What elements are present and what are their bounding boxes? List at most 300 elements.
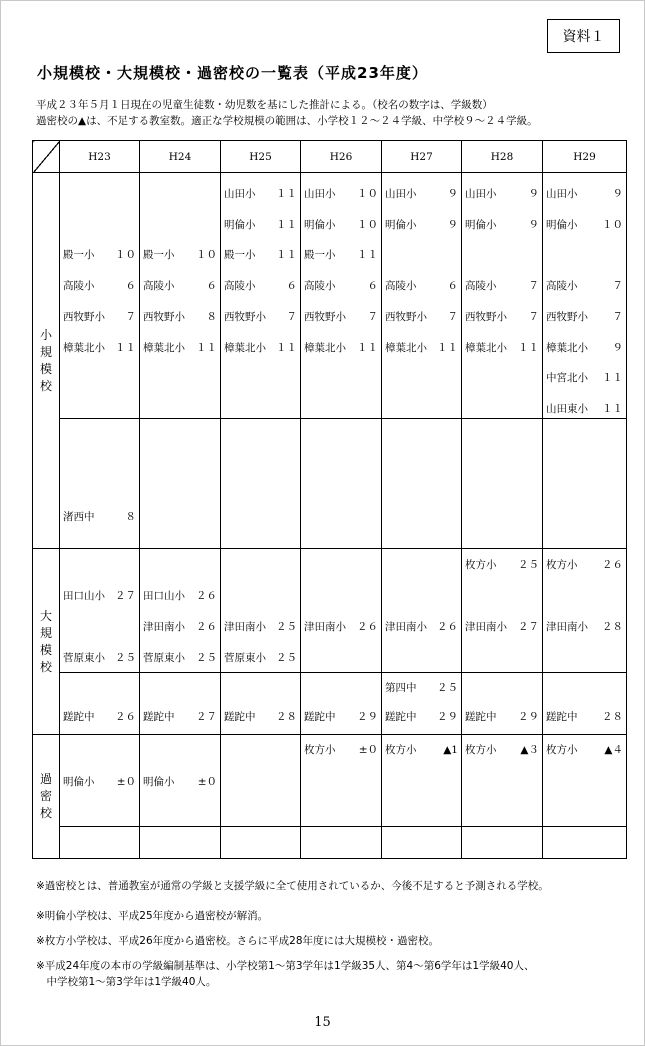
school-name: 田口山小 — [143, 590, 185, 602]
school-entry — [546, 276, 623, 296]
footnote-hirakata: ※枚方小学校は、平成26年度から過密校。さらに平成28年度には大規模校・過密校。 — [36, 935, 440, 947]
school-name: 枚方小 — [465, 559, 497, 571]
class-count: ９ — [528, 188, 539, 200]
cell-content — [140, 673, 220, 734]
vertical-label: 小 規 模 校 — [39, 327, 52, 393]
school-entry — [465, 307, 539, 327]
year-header: H23 — [60, 141, 140, 173]
cell-content — [60, 419, 139, 548]
school-name: 西牧野小 — [63, 310, 105, 323]
school-entry — [63, 276, 136, 296]
table-cell — [462, 827, 543, 859]
school-entry — [304, 338, 378, 358]
class-count: １１ — [518, 341, 539, 354]
class-count: １０ — [196, 249, 217, 262]
year-cell — [140, 735, 221, 827]
school-name: 山田小 — [465, 188, 497, 200]
class-count: ２８ — [276, 711, 297, 723]
table-cell — [382, 827, 462, 859]
year-header: H24 — [140, 141, 221, 173]
year-header: H27 — [382, 141, 462, 173]
school-entry — [224, 648, 297, 668]
class-count: ６ — [206, 280, 217, 293]
cell-content — [301, 419, 381, 548]
school-name: 枚方小 — [546, 744, 578, 756]
table-cell — [140, 827, 221, 859]
cell-content — [382, 735, 461, 826]
small-elementary-row — [33, 173, 627, 419]
school-name: 枚方小 — [546, 559, 578, 571]
school-entry — [224, 245, 297, 265]
school-entry — [465, 338, 539, 358]
class-count: ２７ — [196, 711, 217, 723]
class-count: ８ — [125, 511, 136, 523]
school-name: 明倫小 — [224, 218, 256, 231]
class-count: ２６ — [602, 559, 623, 571]
school-entry — [63, 245, 136, 265]
school-name: 高陵小 — [465, 280, 497, 293]
school-name: 高陵小 — [224, 280, 256, 293]
header-row — [33, 141, 627, 173]
school-name: 蹉跎中 — [224, 711, 256, 723]
class-count: ２６ — [196, 590, 217, 602]
cell-content — [60, 673, 139, 734]
school-name: 津田南小 — [385, 621, 427, 633]
class-count: ６ — [447, 280, 458, 293]
year-cell — [543, 549, 627, 673]
school-name: 枚方小 — [385, 744, 417, 756]
school-name: 樟葉北小 — [546, 341, 588, 354]
class-count: １１ — [437, 341, 458, 354]
class-count: ２９ — [518, 711, 539, 723]
class-count: ２７ — [115, 590, 136, 602]
school-entry — [304, 184, 378, 204]
school-entry — [465, 740, 539, 760]
cell-content — [462, 549, 542, 672]
crowded-elementary-row — [33, 735, 627, 827]
school-name: 蹉跎中 — [304, 711, 336, 723]
class-count: １０ — [357, 218, 378, 231]
year-cell — [462, 549, 543, 673]
school-entry — [63, 507, 136, 527]
class-count: １０ — [357, 188, 378, 200]
school-entry — [224, 307, 297, 327]
class-count: ７ — [447, 310, 458, 323]
class-count: ▲３ — [520, 744, 539, 756]
school-entry — [385, 307, 458, 327]
school-name: 樟葉北小 — [465, 341, 507, 354]
corner-cell — [33, 141, 60, 173]
cell-content — [543, 173, 626, 418]
class-count: １１ — [357, 341, 378, 354]
class-count: ２６ — [357, 621, 378, 633]
cell-content — [140, 173, 220, 418]
school-name: 津田南小 — [224, 621, 266, 633]
small-jhs-row — [33, 419, 627, 549]
school-name: 樟葉北小 — [385, 341, 427, 354]
class-count: ▲1 — [443, 744, 458, 756]
class-count: ７ — [612, 280, 623, 293]
school-entry — [304, 617, 378, 637]
school-name: 樟葉北小 — [304, 341, 346, 354]
school-name: 蹉跎中 — [385, 711, 417, 723]
school-entry — [143, 648, 217, 668]
school-entry — [385, 707, 458, 727]
footnote-class-standard: ※平成24年度の本市の学級編制基準は、小学校第1～第3学年は1学級35人、第4～第6学年は1学級40人、 — [36, 960, 535, 972]
cell-content — [301, 549, 381, 672]
class-count: ２６ — [196, 621, 217, 633]
class-count: ２５ — [518, 559, 539, 571]
year-cell — [221, 549, 301, 673]
school-entry — [63, 707, 136, 727]
cell-content — [60, 735, 139, 826]
cell-content — [543, 419, 626, 548]
cell-content — [543, 735, 626, 826]
class-count: ２８ — [602, 621, 623, 633]
class-count: ６ — [125, 280, 136, 293]
school-entry — [546, 184, 623, 204]
class-count: ±０ — [197, 776, 217, 788]
class-count: ２５ — [276, 652, 297, 664]
school-name: 蹉跎中 — [546, 711, 578, 723]
class-count: ２５ — [276, 621, 297, 633]
school-entry — [465, 707, 539, 727]
cell-content — [462, 735, 542, 826]
class-count: １１ — [276, 341, 297, 354]
school-name: 渚西中 — [63, 511, 95, 523]
class-count: ９ — [447, 218, 458, 231]
school-entry — [385, 678, 458, 698]
year-cell — [140, 173, 221, 419]
cell-content — [382, 673, 461, 734]
year-cell — [221, 173, 301, 419]
class-count: ２５ — [115, 652, 136, 664]
class-count: ２９ — [437, 711, 458, 723]
year-cell — [543, 735, 627, 827]
year-cell — [60, 549, 140, 673]
vertical-label: 大 規 模 校 — [39, 608, 52, 674]
cell-content — [543, 673, 626, 734]
year-cell — [140, 549, 221, 673]
class-count: ±０ — [358, 744, 378, 756]
cell-content — [382, 173, 461, 418]
cell-content — [140, 735, 220, 826]
class-count: １１ — [602, 372, 623, 385]
school-name: 枚方小 — [465, 744, 497, 756]
document-badge: 資料１ — [547, 19, 620, 53]
school-entry — [385, 276, 458, 296]
class-count: ２９ — [357, 711, 378, 723]
school-name: 西牧野小 — [546, 310, 588, 323]
vertical-label: 過 密 校 — [39, 772, 52, 820]
class-count: ±０ — [116, 776, 136, 788]
crowded-jhs-row — [33, 827, 627, 859]
cell-content — [221, 549, 300, 672]
school-name: 樟葉北小 — [143, 341, 185, 354]
year-cell — [382, 673, 462, 735]
footnote-definition: ※過密校とは、普通教室が通常の学級と支援学級に全て使用されているか、今後不足すると予測される学校。 — [36, 880, 549, 892]
year-cell — [382, 549, 462, 673]
school-name: 明倫小 — [465, 218, 497, 231]
school-entry — [546, 307, 623, 327]
school-entry — [63, 338, 136, 358]
class-count: ９ — [612, 188, 623, 200]
cell-content — [60, 173, 139, 418]
year-cell — [382, 173, 462, 419]
school-entry — [546, 707, 623, 727]
cell-content — [462, 673, 542, 734]
school-entry — [143, 707, 217, 727]
year-cell — [60, 419, 140, 549]
school-entry — [63, 586, 136, 606]
year-cell — [462, 173, 543, 419]
year-cell — [462, 673, 543, 735]
school-entry — [63, 307, 136, 327]
table-cell — [60, 827, 140, 859]
class-count: ９ — [447, 188, 458, 200]
year-cell — [462, 735, 543, 827]
class-count: ６ — [286, 280, 297, 293]
year-cell — [382, 735, 462, 827]
school-entry — [465, 555, 539, 575]
year-cell — [301, 419, 382, 549]
year-cell — [543, 673, 627, 735]
school-entry — [224, 707, 297, 727]
school-name: 西牧野小 — [224, 310, 266, 323]
school-name: 津田南小 — [304, 621, 346, 633]
table-cell — [301, 827, 382, 859]
crowded-school-label — [33, 735, 60, 859]
school-name: 明倫小 — [63, 776, 95, 788]
school-name: 高陵小 — [143, 280, 175, 293]
class-count: ８ — [206, 310, 217, 323]
year-header: H29 — [543, 141, 627, 173]
school-name: 津田南小 — [143, 621, 185, 633]
school-entry — [304, 740, 378, 760]
school-name: 殿一小 — [224, 249, 256, 262]
cell-content — [543, 549, 626, 672]
school-name: 殿一小 — [63, 249, 95, 262]
school-name: 西牧野小 — [385, 310, 427, 323]
page-title: 小規模校・大規模校・過密校の一覧表（平成23年度） — [37, 64, 428, 82]
large-elementary-row — [33, 549, 627, 673]
class-count: ２７ — [518, 621, 539, 633]
class-count: １１ — [276, 218, 297, 231]
school-entry — [546, 740, 623, 760]
school-name: 山田小 — [546, 188, 578, 200]
school-entry — [546, 617, 623, 637]
class-count: １１ — [357, 249, 378, 262]
class-count: ２６ — [437, 621, 458, 633]
cell-content — [221, 419, 300, 548]
class-count: ９ — [528, 218, 539, 231]
school-entry — [465, 617, 539, 637]
school-entry — [385, 338, 458, 358]
school-entry — [546, 399, 623, 419]
cell-content — [382, 549, 461, 672]
footnote-class-standard-cont: 中学校第1～第3学年は1学級40人。 — [36, 976, 217, 988]
year-cell — [221, 735, 301, 827]
school-name: 高陵小 — [385, 280, 417, 293]
school-name: 樟葉北小 — [63, 341, 105, 354]
class-count: ７ — [125, 310, 136, 323]
large-jhs-row — [33, 673, 627, 735]
school-entry — [304, 707, 378, 727]
year-cell — [301, 735, 382, 827]
cell-content — [462, 173, 542, 418]
year-cell — [543, 419, 627, 549]
school-entry — [143, 307, 217, 327]
school-entry — [465, 276, 539, 296]
class-count: １０ — [602, 218, 623, 231]
school-entry — [143, 338, 217, 358]
class-count: ２８ — [602, 711, 623, 723]
school-name: 中宮北小 — [546, 372, 588, 385]
school-entry — [465, 215, 539, 235]
school-name: 殿一小 — [143, 249, 175, 262]
table-cell — [221, 827, 301, 859]
year-cell — [60, 735, 140, 827]
class-count: １１ — [276, 249, 297, 262]
cell-content — [301, 673, 381, 734]
school-entry — [304, 245, 378, 265]
school-entry — [224, 215, 297, 235]
school-entry — [385, 740, 458, 760]
school-entry — [143, 245, 217, 265]
cell-content — [221, 673, 300, 734]
school-name: 高陵小 — [546, 280, 578, 293]
school-entry — [546, 338, 623, 358]
school-entry — [385, 617, 458, 637]
school-name: 蹉跎中 — [143, 711, 175, 723]
school-name: 西牧野小 — [304, 310, 346, 323]
school-name: 明倫小 — [385, 218, 417, 231]
school-name: 樟葉北小 — [224, 341, 266, 354]
year-header: H26 — [301, 141, 382, 173]
school-name: 蹉跎中 — [63, 711, 95, 723]
class-count: １１ — [602, 402, 623, 415]
note-definition: 過密校の▲は、不足する教室数。適正な学校規模の範囲は、小学校１２～２４学級、中学校９～２４学級。 — [36, 115, 538, 127]
school-name: 津田南小 — [465, 621, 507, 633]
year-cell — [140, 419, 221, 549]
cell-content — [301, 173, 381, 418]
school-name: 山田東小 — [546, 402, 588, 415]
school-entry — [304, 276, 378, 296]
class-count: ９ — [612, 341, 623, 354]
note-basis: 平成２３年５月１日現在の児童生徒数・幼児数を基にした推計による。（校名の数字は、学級数） — [36, 99, 493, 111]
school-entry — [63, 772, 136, 792]
school-name: 津田南小 — [546, 621, 588, 633]
school-entry — [224, 184, 297, 204]
school-entry — [385, 215, 458, 235]
school-name: 第四中 — [385, 682, 417, 694]
class-count: ７ — [367, 310, 378, 323]
cell-content — [221, 735, 300, 826]
school-entry — [385, 184, 458, 204]
school-name: 枚方小 — [304, 744, 336, 756]
school-name: 蹉跎中 — [465, 711, 497, 723]
school-entry — [546, 555, 623, 575]
cell-content — [301, 735, 381, 826]
footnote-meirin: ※明倫小学校は、平成25年度から過密校が解消。 — [36, 910, 269, 922]
small-school-label — [33, 173, 60, 549]
school-name: 高陵小 — [304, 280, 336, 293]
class-count: ６ — [367, 280, 378, 293]
school-entry — [143, 617, 217, 637]
year-cell — [301, 173, 382, 419]
school-name: 高陵小 — [63, 280, 95, 293]
class-count: １０ — [115, 249, 136, 262]
year-cell — [382, 419, 462, 549]
school-entry — [63, 648, 136, 668]
school-name: 山田小 — [224, 188, 256, 200]
cell-content — [462, 419, 542, 548]
class-count: ▲４ — [604, 744, 623, 756]
class-count: ２６ — [115, 711, 136, 723]
school-name: 山田小 — [385, 188, 417, 200]
class-count: ７ — [612, 310, 623, 323]
school-name: 殿一小 — [304, 249, 336, 262]
school-name: 明倫小 — [304, 218, 336, 231]
year-header: H28 — [462, 141, 543, 173]
class-count: １１ — [115, 341, 136, 354]
school-entry — [224, 338, 297, 358]
year-cell — [221, 419, 301, 549]
year-cell — [140, 673, 221, 735]
school-entry — [304, 215, 378, 235]
class-count: ７ — [528, 280, 539, 293]
year-cell — [221, 673, 301, 735]
cell-content — [382, 419, 461, 548]
class-count: ２５ — [437, 682, 458, 694]
school-name: 菅原東小 — [143, 652, 185, 664]
class-count: ２５ — [196, 652, 217, 664]
school-table — [32, 140, 627, 859]
class-count: ７ — [528, 310, 539, 323]
large-school-label — [33, 549, 60, 735]
year-cell — [543, 173, 627, 419]
school-name: 菅原東小 — [224, 652, 266, 664]
class-count: １１ — [196, 341, 217, 354]
school-entry — [143, 586, 217, 606]
cell-content — [140, 549, 220, 672]
school-name: 菅原東小 — [63, 652, 105, 664]
school-entry — [546, 368, 623, 388]
school-entry — [143, 772, 217, 792]
year-cell — [301, 549, 382, 673]
table-cell — [543, 827, 627, 859]
cell-content — [60, 549, 139, 672]
school-entry — [224, 276, 297, 296]
year-header: H25 — [221, 141, 301, 173]
year-cell — [60, 673, 140, 735]
school-name: 山田小 — [304, 188, 336, 200]
cell-content — [140, 419, 220, 548]
school-entry — [546, 215, 623, 235]
school-name: 田口山小 — [63, 590, 105, 602]
cell-content — [221, 173, 300, 418]
year-cell — [60, 173, 140, 419]
class-count: ７ — [286, 310, 297, 323]
page-number: 15 — [314, 1015, 331, 1030]
school-name: 西牧野小 — [465, 310, 507, 323]
school-entry — [465, 184, 539, 204]
school-entry — [304, 307, 378, 327]
school-name: 明倫小 — [546, 218, 578, 231]
school-entry — [224, 617, 297, 637]
school-entry — [143, 276, 217, 296]
year-cell — [462, 419, 543, 549]
